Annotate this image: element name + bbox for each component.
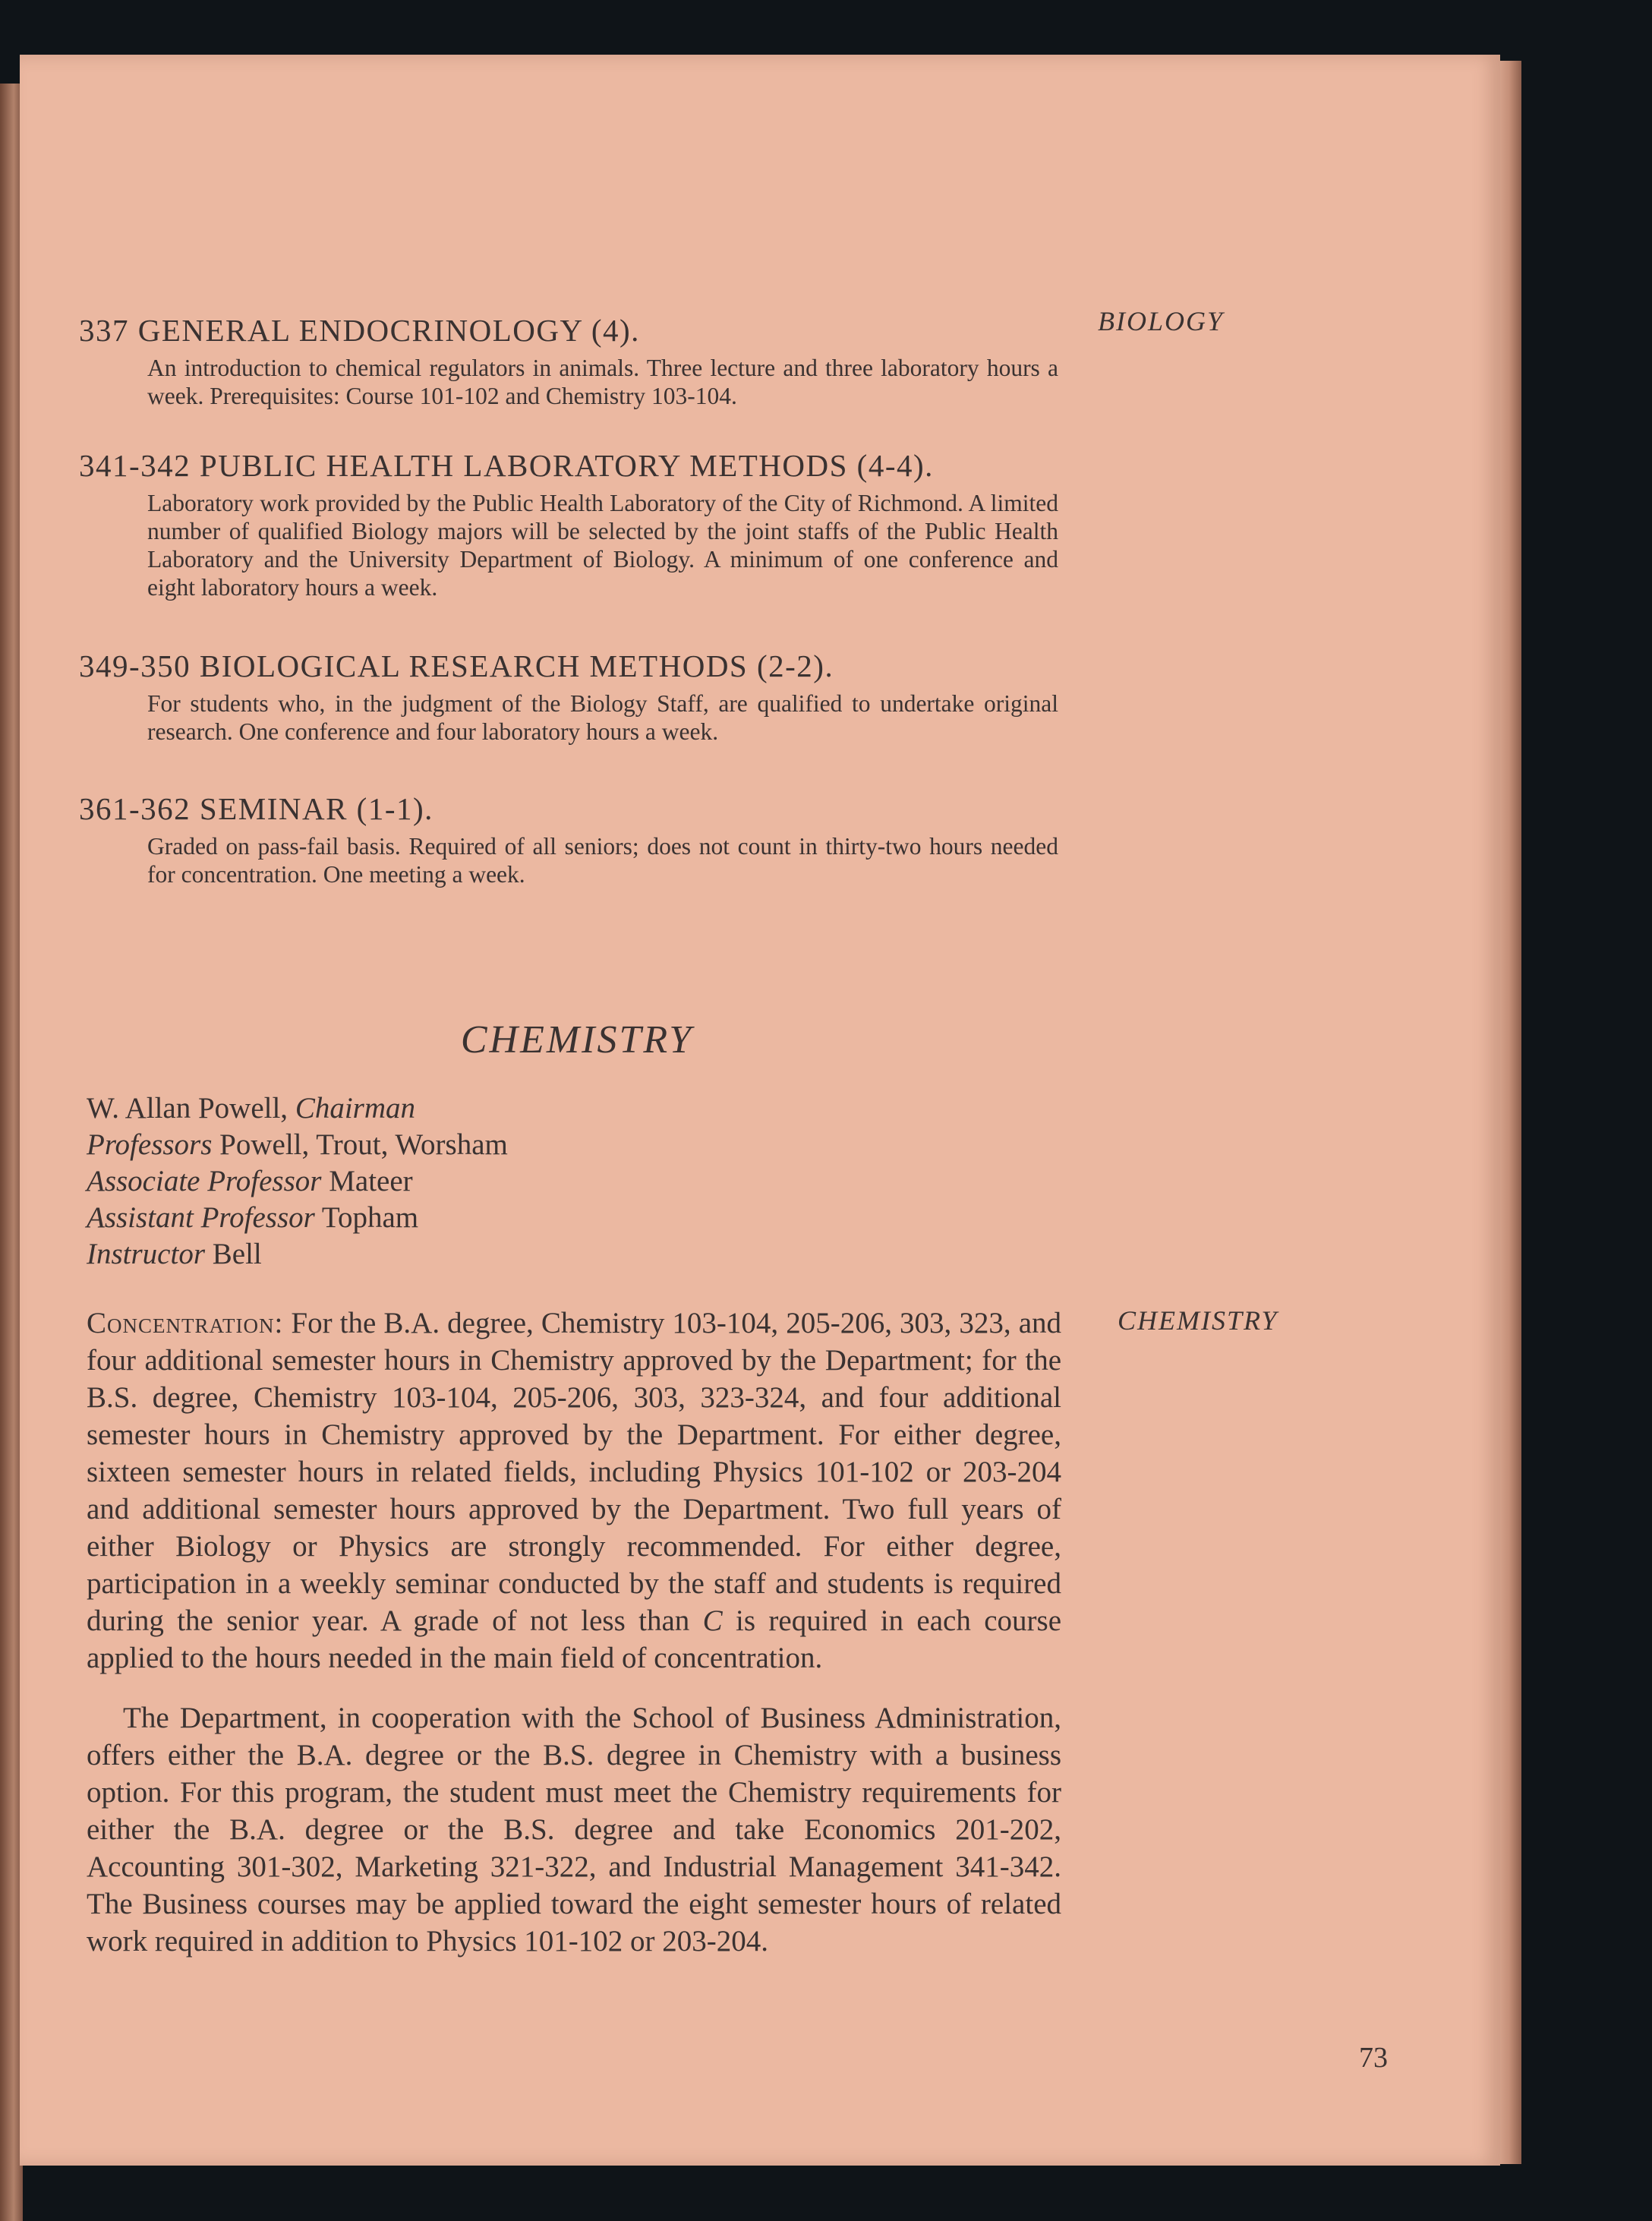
running-head-biology: BIOLOGY <box>1098 306 1225 336</box>
course-341-342 <box>79 446 1058 601</box>
page-number: 73 <box>1359 2042 1388 2074</box>
faculty-list <box>87 1090 508 1273</box>
page-stack-edge <box>1497 61 1521 2164</box>
concentration-label: Concentration: <box>87 1307 284 1339</box>
grade-letter: C <box>702 1604 723 1637</box>
course-337 <box>79 311 1058 410</box>
faculty-professors <box>87 1127 508 1163</box>
faculty-name: W. Allan Powell, <box>87 1092 288 1125</box>
business-option-paragraph: The Department, in cooperation with the School of Business Administration, offers either the B.A. degree or the B.S. degree in Chemistry with a business option. For this program, the student must meet the Chemistry requirements for either the B.A. degree or the B.S. degree and take Economics 201-202, Accounting 301-302, Marketing 321-322, and Industrial Management 341-342. The Business courses may be applied toward the eight semester hours of related work required in addition to Physics 101-102 or 203-204. <box>87 1702 1061 1958</box>
faculty-title: Professors <box>87 1128 213 1161</box>
course-title: 361-362 SEMINAR (1-1). <box>79 791 433 826</box>
course-description: An introduction to chemical regulators in animals. Three lecture and three laboratory hours a week. Prerequisites: Course 101-102 and Chemistry 103-104. <box>147 355 1058 409</box>
chemistry-heading: CHEMISTRY <box>460 1018 694 1062</box>
course-title: 337 GENERAL ENDOCRINOLOGY (4). <box>79 313 640 348</box>
faculty-chairman <box>87 1090 508 1127</box>
course-361-362 <box>79 790 1058 888</box>
faculty-name: Mateer <box>329 1165 413 1197</box>
course-description: Laboratory work provided by the Public Health Laboratory of the City of Richmond. A limited number of qualified Biology majors will be selected by the joint staffs of the Public Health Laboratory and the University Department of Biology. A minimum of one conference and eight laboratory hours a week. <box>147 490 1058 601</box>
course-349-350 <box>79 647 1058 746</box>
concentration-text-part1: For the B.A. degree, Chemistry 103-104, 205-206, 303, 323, and four additional semester hours in Chemistry approved by the Department; for the B.S. degree, Chemistry 103-104, 205-206, 303, 323-324, and four additional semester hours in Chemistry approved by the Department. For either degree, sixteen semester hours in related fields, including Physics 101-102 or 203-204 and additional semester hours approved by the Department. Two full years of either Biology or Physics are strongly recommended. For either degree, participation in a weekly seminar conducted by the staff and students is required during the senior year. A grade of not less than <box>87 1307 1062 1637</box>
faculty-associate-professor <box>87 1163 508 1200</box>
concentration-text-part2: is required in each course applied to the hours needed in the main field of concentration. <box>87 1604 1062 1674</box>
faculty-title: Associate Professor <box>87 1165 322 1197</box>
course-description: Graded on pass-fail basis. Required of all seniors; does not count in thirty-two hours needed for concentration. One meeting a week. <box>147 833 1058 888</box>
concentration-paragraph <box>87 1305 1061 1677</box>
course-description: For students who, in the judgment of the Biology Staff, are qualified to undertake original research. One conference and four laboratory hours a week. <box>147 690 1058 745</box>
faculty-name: Topham <box>321 1201 419 1234</box>
course-title: 349-350 BIOLOGICAL RESEARCH METHODS (2-2). <box>79 648 834 683</box>
faculty-name: Powell, Trout, Worsham <box>219 1128 508 1161</box>
faculty-title: Assistant Professor <box>87 1201 315 1234</box>
course-title: 341-342 PUBLIC HEALTH LABORATORY METHODS (4-4). <box>79 448 934 483</box>
faculty-title: Instructor <box>87 1238 205 1270</box>
faculty-name: Bell <box>212 1238 262 1270</box>
faculty-title: Chairman <box>295 1092 416 1125</box>
running-head-chemistry: CHEMISTRY <box>1118 1305 1278 1336</box>
faculty-instructor <box>87 1236 508 1273</box>
faculty-assistant-professor <box>87 1200 508 1236</box>
